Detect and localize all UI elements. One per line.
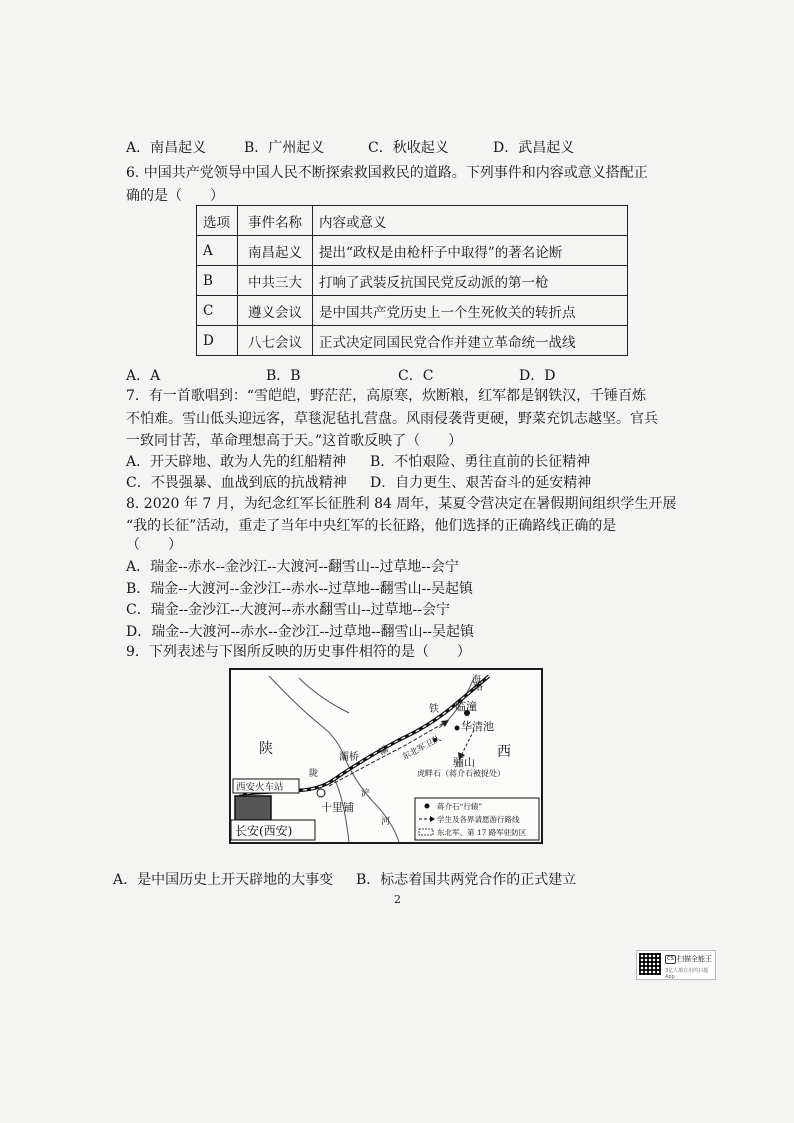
table-row <box>197 296 628 326</box>
table-row <box>197 326 628 356</box>
q7-stem-line2: 不怕难。雪山低头迎远客，草毯泥毡扎营盘。风雨侵袭背更硬，野菜充饥志越坚。官兵 <box>126 411 658 427</box>
q7-option-b: B．不怕艰险、勇往直前的长征精神 <box>370 454 591 470</box>
legend-item: 东北军、第 17 路军驻防区 <box>437 828 527 837</box>
xian-station-label: 西安火车站 <box>236 782 284 793</box>
q5-option-c: C．秋收起义 <box>368 140 449 156</box>
province-shaan: 陕 <box>259 741 273 757</box>
table-header: 事件名称 <box>238 206 313 236</box>
table-header: 内容或意义 <box>313 206 628 236</box>
lishan-label: 骊山 <box>453 756 475 769</box>
shilipu-label: 十里铺 <box>321 801 354 814</box>
q8-stem-line1: 8. 2020 年 7 月，为纪念红军长征胜利 84 周年，某夏令营决定在暑假期间组织学生开展 <box>126 496 677 512</box>
lintong-label: 临潼 <box>455 700 477 713</box>
table-cell: 是中国共产党历史上一个生死攸关的转折点 <box>313 296 628 326</box>
scanner-logo-icon: CS <box>665 955 676 964</box>
table-cell: C <box>197 296 238 326</box>
table-cell: 正式决定同国民党合作并建立革命统一战线 <box>313 326 628 356</box>
q8-option-d: D．瑞金--大渡河--赤水--金沙江--过草地--翻雪山--吴起镇 <box>126 624 474 640</box>
river-hai-label: 海 <box>472 675 482 685</box>
q5-option-a: A．南昌起义 <box>126 140 207 156</box>
q6-stem-line2: 确的是（ ） <box>126 188 224 204</box>
table-cell: 遵义会议 <box>238 296 313 326</box>
q6-options <box>126 366 555 386</box>
table-cell: 八七会议 <box>238 326 313 356</box>
river-ba-label: 灞 <box>377 744 391 758</box>
q5-option-d: D．武昌起义 <box>493 140 575 156</box>
q9-option-b: B．标志着国共两党合作的正式建立 <box>356 872 577 888</box>
table-header: 选项 <box>197 206 238 236</box>
table-cell: D <box>197 326 238 356</box>
changan-label: 长安(西安) <box>235 824 293 838</box>
legend-item: 蒋介石“行辕” <box>437 802 483 811</box>
q5-option-b: B．广州起义 <box>244 140 325 156</box>
q7-option-a: A．开天辟地、敢为人先的红船精神 <box>126 454 347 470</box>
q7-option-c: C．不畏强暴、血战到底的抗战精神 <box>126 475 347 491</box>
q8-option-a: A．瑞金--赤水--金沙江--大渡河--翻雪山--过草地--会宁 <box>126 559 459 575</box>
q8-stem-line3: （ ） <box>126 537 182 553</box>
q6-option-a: A．A <box>126 368 161 384</box>
table-cell: B <box>197 266 238 296</box>
q6-option-c: C．C <box>398 368 434 384</box>
table-cell: 南昌起义 <box>238 236 313 266</box>
q6-option-d: D．D <box>519 368 556 384</box>
xian-incident-map <box>229 668 543 844</box>
q6-table <box>196 205 628 356</box>
huaqingchi-dot <box>455 726 460 731</box>
table-cell: A <box>197 236 238 266</box>
table-cell: 中共三大 <box>238 266 313 296</box>
q8-stem-line2: “我的长征”活动，重走了当年中央红军的长征路，他们选择的正确路线正确的是 <box>126 518 617 534</box>
river-chan-label: 浐 <box>361 789 371 799</box>
scanner-tagline: 3亿人都在用的扫描App <box>665 968 709 980</box>
xian-city-block <box>235 796 271 820</box>
scanner-watermark <box>636 950 716 980</box>
table-cell: 提出“政权是由枪杆子中取得”的著名论断 <box>313 236 628 266</box>
river-lung-label: 陇 <box>309 769 319 779</box>
legend-dot-icon <box>425 804 430 809</box>
railway-label: 铁 <box>429 704 439 715</box>
river-he-label: 河 <box>381 817 391 827</box>
q9-option-a: A．是中国历史上开天辟地的大事变 <box>113 872 334 888</box>
qr-code-icon <box>639 953 661 975</box>
q8-option-c: C．瑞金--金沙江--大渡河--赤水翻雪山--过草地--会宁 <box>126 602 451 618</box>
q6-option-b: B．B <box>266 368 301 384</box>
dongbeijun-label: 东北军卫队 <box>400 733 443 763</box>
railway-label: 路 <box>473 682 483 693</box>
q6-stem-line1: 6. 中国共产党领导中国人民不断探索救国救民的道路。下列事件和内容或意义搭配正 <box>126 165 648 181</box>
q7-option-d: D．自力更生、艰苦奋斗的延安精神 <box>370 475 592 491</box>
province-xi: 西 <box>497 744 511 760</box>
legend-item: 学生及各界请愿游行路线 <box>437 815 520 824</box>
q7-stem-line3: 一致同甘苦，革命理想高于天。”这首歌反映了（ ） <box>126 433 463 449</box>
q9-stem: 9．下列表述与下图所反映的历史事件相符的是（ ） <box>126 644 471 660</box>
table-row <box>197 266 628 296</box>
q5-options <box>126 138 574 158</box>
table-row <box>197 236 628 266</box>
q7-stem-line1: 7．有一首歌唱到：“雪皑皑，野茫茫，高原寒，炊断粮，红军都是钢铁汉，千锤百炼 <box>126 388 647 404</box>
table-cell: 打响了武装反抗国民党反动派的第一枪 <box>313 266 628 296</box>
huaqingchi-label: 华清池 <box>461 720 494 733</box>
table-header-row <box>197 206 628 236</box>
scanner-name: 扫描全能王 <box>677 955 712 963</box>
hupanshi-label: 虎畔石（蒋介石被捉处） <box>417 769 505 778</box>
page-number: 2 <box>394 893 401 906</box>
bahe-label: 灞桥 <box>339 752 359 763</box>
q8-option-b: B．瑞金--大渡河--金沙江--赤水--过草地--翻雪山--吴起镇 <box>126 581 474 597</box>
